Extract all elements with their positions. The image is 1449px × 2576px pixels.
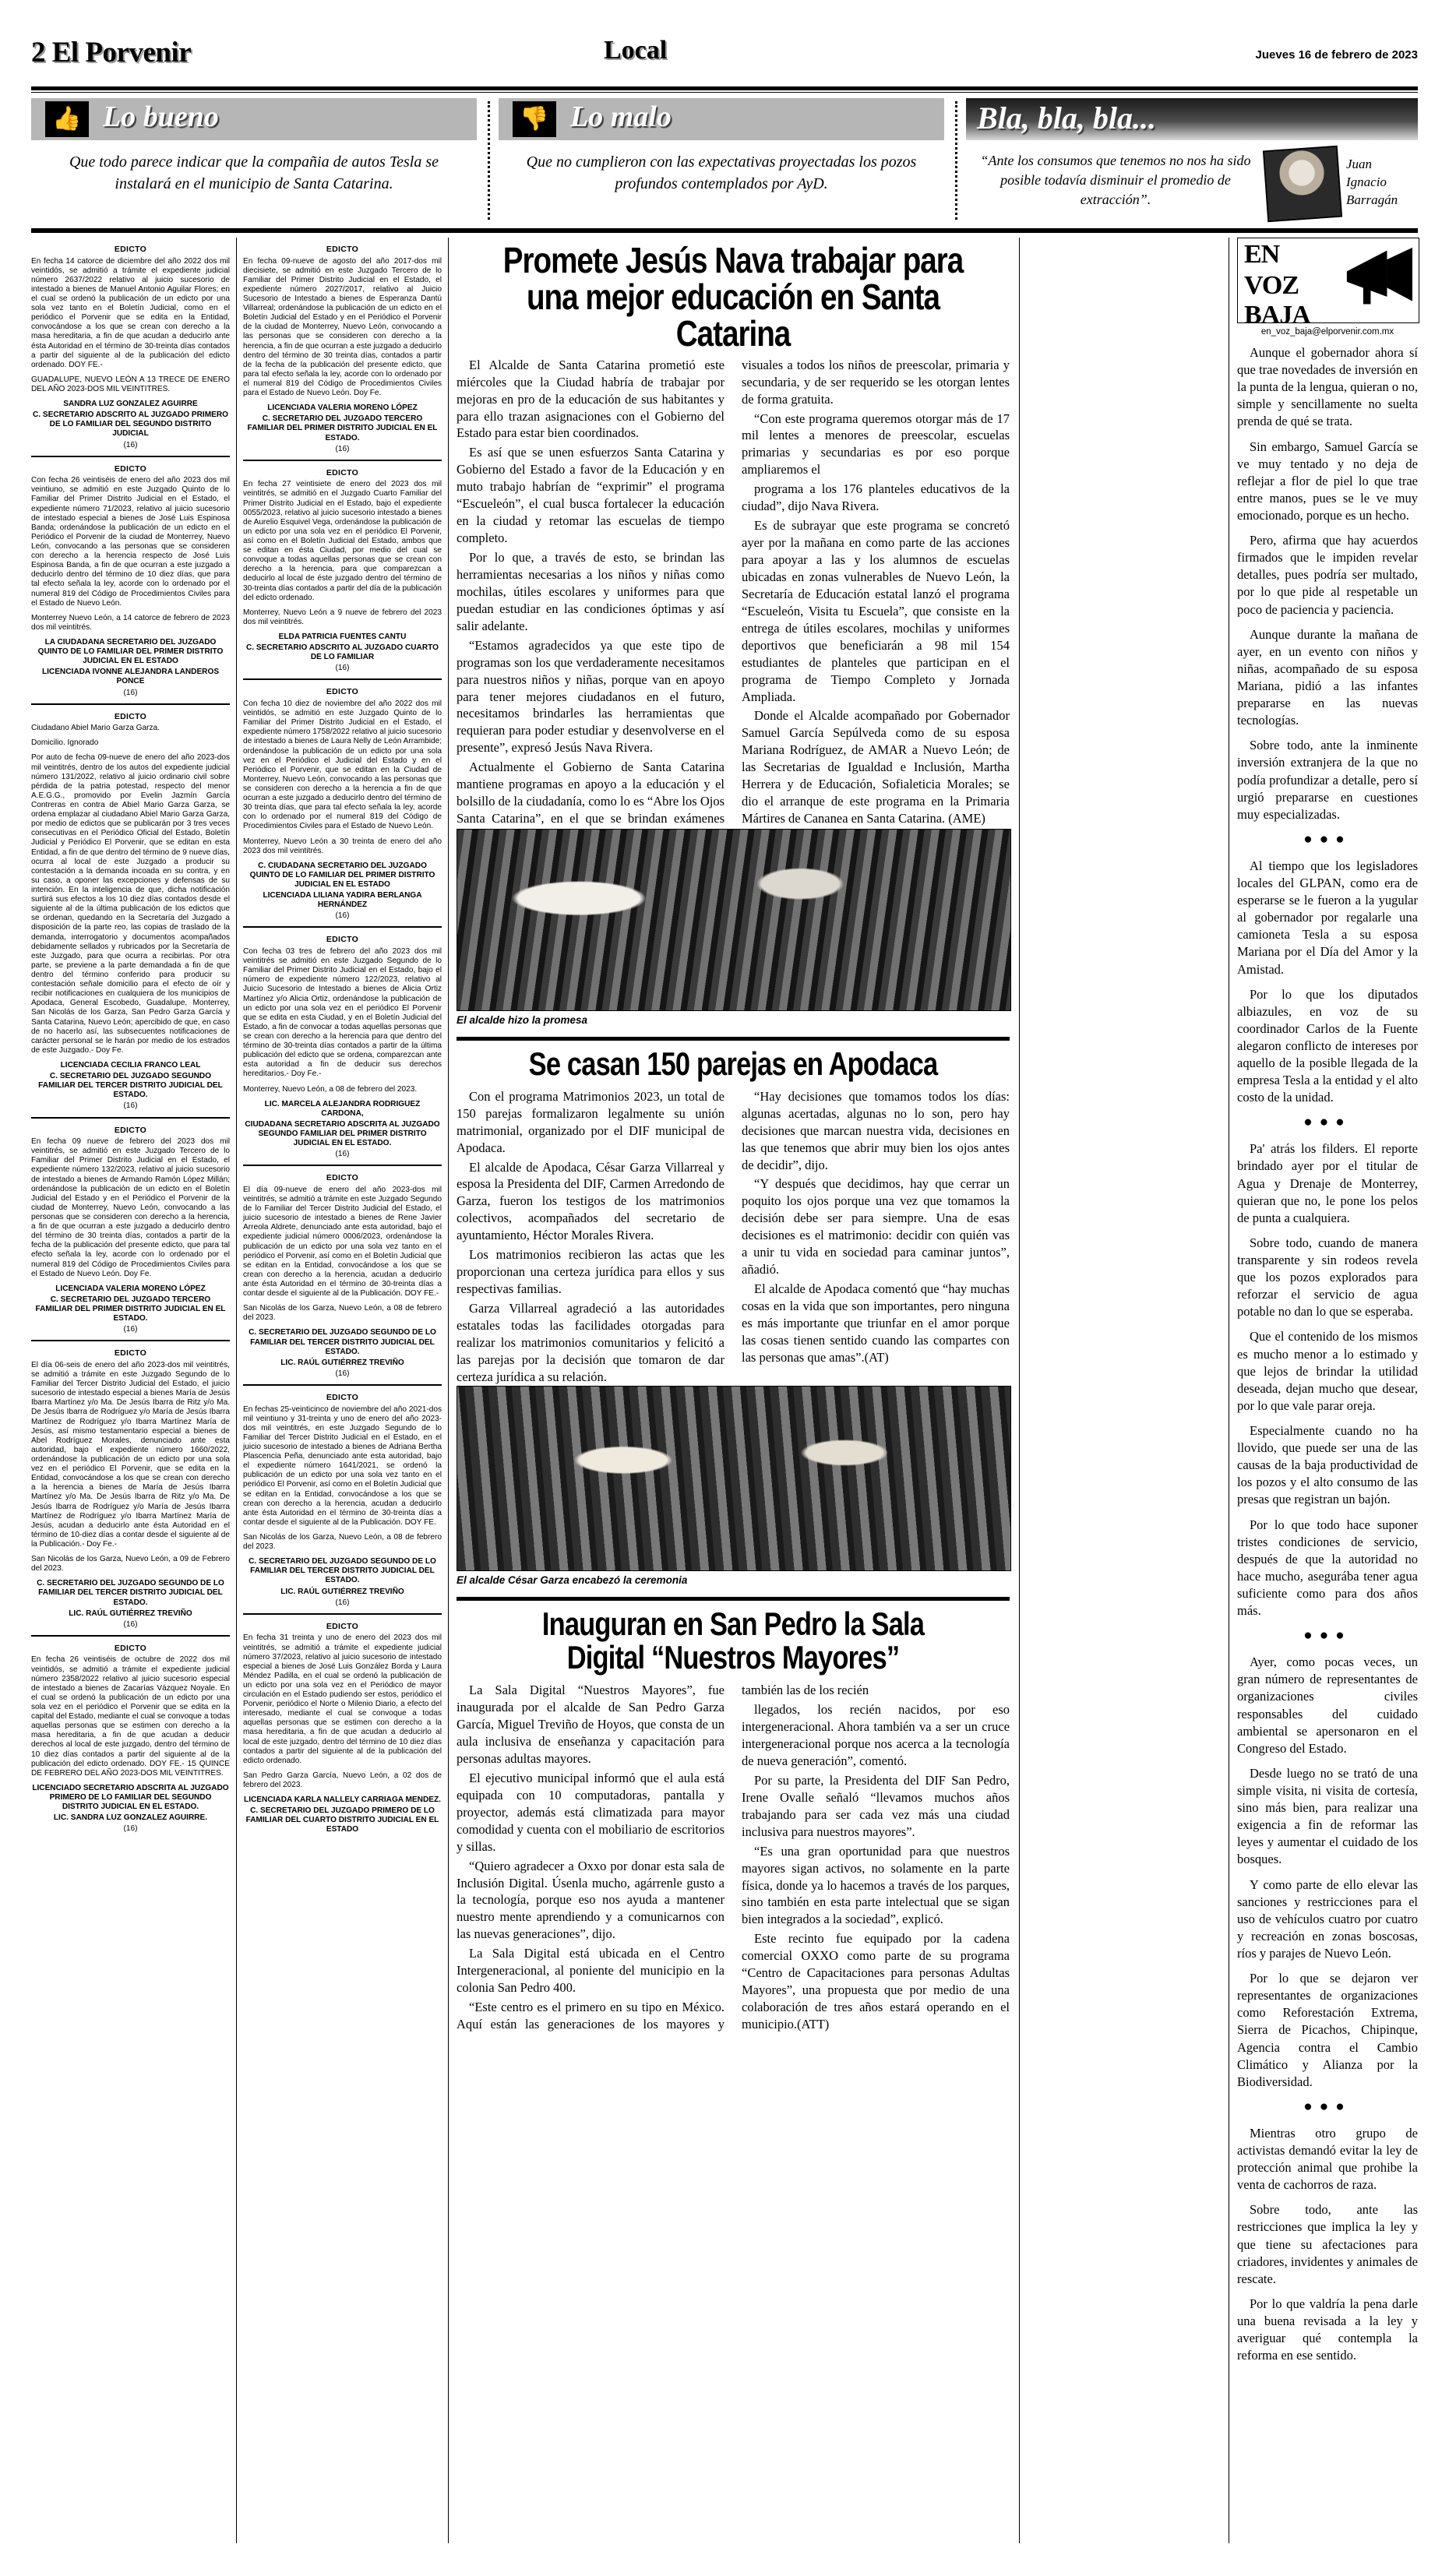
voz-title-baja: BAJA — [1244, 301, 1310, 323]
lo-malo-box — [499, 98, 944, 223]
article-2-caption: El alcalde César Garza encabezó la ceremonia — [457, 1573, 688, 1586]
article-2-rule — [457, 1037, 1010, 1041]
edict-paragraph: San Pedro Garza García, Nuevo León, a 02 dos de febrero del 2023. — [243, 1771, 442, 1790]
edict-paragraph: Monterrey, Nuevo León a 9 nueve de febrero del 2023 dos mil veintitrés. — [243, 608, 442, 626]
voz-paragraph: Ayer, como pocas veces, un gran número de representantes de organizaciones civiles responsables del cuidado ambiental se apersonaron en el Congreso del Estado. — [1237, 1654, 1418, 1756]
edict-divider — [31, 456, 230, 457]
editorial-center — [457, 238, 1010, 2034]
edict-paragraph: Ciudadano Abiel Mario Garza Garza. — [31, 724, 160, 733]
edict-paragraph: En fecha 09 nueve de febrero del 2023 dos mil veintitrés, se admitió en este Juzgado Tercero de lo Familiar del Primer Distrito Judicial en el Estado, el expediente número 132/2023, relativo al juicio sucesorio de intestado a bienes de Armando Ramón López Millán; ordenándose la publicación de un edicto en el Boletín Judicial del Estado y en el Periódico el Porvenir de la ciudad de Monterrey, Nuevo León, convocando a las personas que se consideren con derecho a la herencia, a fin de que ocurran a este juzgado a deducirlo dentro del término de 30 treinta días, contados a partir de la fecha de la publicación del presente edicto, que para tal efecto señala la ley, acorde con lo ordenado por el numeral 819 del Código de Procedimientos Civiles para el Estado de Nuevo León. Doy Fe. — [31, 1137, 230, 1278]
edict-title: EDICTO — [114, 463, 147, 474]
edict-paragraph: (16) — [123, 1824, 138, 1834]
article-3 — [457, 1597, 1010, 2035]
edict-paragraph: En fecha 14 catorce de diciembre del año 2022 dos mil veintidós, se admitió a trámite el expediente judicial número 2637/2022 relativo al juicio sucesorio de intestado a bienes de Manuel Antonio Aguilar Flores; en el cual se ordenó la publicación de un edicto por una sola vez tanto en el Boletín Judicial, como en el periódico el Porvenir que se edita en la Entidad, convocándose a los que se crean con derecho a la masa hereditaria, a fin de que acudan a deducirlo ante ésta Autoridad en el término de 30-treinta días contados a partir del siguiente al de la publicación del edicto ordenado. DOY FE.- — [31, 256, 230, 369]
edict-paragraph: LIC. RAÚL GUTIÉRREZ TREVIÑO — [280, 1358, 404, 1367]
article-paragraph: El alcalde de Apodaca, César Garza Villarreal y esposa la Presidenta del DIF, Carmen Arredondo de Garza, fueron los testigos de los matrimonios colectivos, acompañados del secretario de ayuntamiento, Héctor Morales Rivera. — [457, 1159, 724, 1243]
edict-divider — [243, 460, 442, 461]
bla-bla-banner — [966, 98, 1418, 140]
edict-paragraph: Monterrey Nuevo León, a 14 catorce de febrero de 2023 dos mil veintitrés. — [31, 613, 230, 632]
edict-title: EDICTO — [114, 1348, 147, 1358]
article-paragraph: Los matrimonios recibieron las actas que les proporcionan una certeza jurídica para ellos y sus respectivas familias. — [457, 1247, 724, 1297]
voz-baja-header — [1237, 238, 1419, 323]
edict-paragraph: En fechas 25-veinticinco de noviembre del año 2021-dos mil veintiuno y 31-treinta y uno de enero del año 2023-dos mil veintitrés, en este Juzgado Segundo de lo Familiar del Tercer Distrito Judicial en el Estado, en el juicio sucesorio de intestado a bienes de Adriana Bertha Plascencia Peña, denunciado ante esta autoridad, bajo el expediente número 1641/2021, se ordenó la publicación de un edicto por una sola vez tanto en el periódico El Porvenir, así como en el Boletín Judicial que se editan en la Entidad, convocándose a los que se crean con derecho a la herencia, acudan a deducirlo ante ésta Autoridad en el término de 30-treinta días a contar desde el siguiente al de la Publicación. DOY FE. — [243, 1404, 442, 1527]
article-paragraph: Con el programa Matrimonios 2023, un total de 150 parejas formalizaron legalmente su unión matrimonial, organizado por el DIF municipal de Apodaca. — [457, 1088, 724, 1155]
edict-paragraph: LIC. RAÚL GUTIÉRREZ TREVIÑO — [280, 1587, 404, 1596]
voz-paragraph: Sobre todo, ante las restricciones que implica la ley y que tiene su afectaciones para criadores, invidentes y animales de rescate. — [1237, 2202, 1418, 2286]
edict-divider — [243, 926, 442, 928]
edict-paragraph: C. SECRETARIO DEL JUZGADO SEGUNDO DE LO FAMILIAR DEL TERCER DISTRITO JUDICIAL DEL ESTADO. — [37, 1579, 224, 1607]
edict-divider — [31, 703, 230, 705]
page-folio: 2 El Porvenir — [31, 37, 192, 69]
edicts-column-1 — [31, 238, 230, 1839]
lo-malo-banner — [499, 98, 944, 140]
article-paragraph: “Estamos agradecidos ya que este tipo de programas son los que verdaderamente necesitamos para nuestros niños y niñas, porque van en apoyo para tener mejores ciudadanos en el futuro, necesitamos brindarles las herramientas que requieran para poder estudiar y desenvolverse en el presente”, expresó Jesús Nava Rivera. — [457, 637, 724, 756]
edict-title: EDICTO — [326, 935, 359, 945]
voz-baja-body — [1237, 344, 1418, 2364]
article-paragraph: Es así que se unen esfuerzos Santa Catarina y Gobierno del Estado a favor de la Educación y en muto trabajo habrían de “exprimir” el programa “Escueleón”, el cual busca fortalecer la educación en la ciudad y retomar las escuelas de tiempo completo. — [457, 445, 724, 546]
edict-paragraph: El día 06-seis de enero del año 2023-dos mil veintitrés, se admitió a trámite en este Juzgado Segundo de lo Familiar del Tercer Distrito Judicial del Estado, el juicio sucesorio de intestado especial a bienes María de Jesús Ibarra Martínez y/o Ma. De Jesús Ibarra de Ritz y/o Ma. De Jesús Ibarra de Rodríguez y/o María de Jesús Ibarra Martínez de Rodríguez y/o Ibarra Martínez María de Jesús, así mismo testamentario especial a bienes de Abel Rodríguez Morales, denunciado ante esta autoridad, bajo el expediente número 1660/2022, ordenándose la publicación de un edicto por una sola vez en el periódico El Porvenir, que se edita en la Entidad, convocándose a los que se crean con derecho a la herencia a bienes de María de Jesús Ibarra Martínez y/o Ma. De Jesús Ibarra de Ritz y/o Ma. De Jesús Ibarra de Rodríguez y/o María de Jesús Ibarra Martínez de Rodríguez y/o Ibarra Martínez María de Jesús, acudan a deducirlo ante ésta Autoridad en el término de 10-diez días a contar desde el siguiente al de la Publicación.- Doy Fe.- — [31, 1360, 230, 1549]
edict-paragraph: LIC. MARCELA ALEJANDRA RODRIGUEZ CARDONA, — [264, 1099, 421, 1118]
section-dots-separator: ●●● — [1303, 1114, 1352, 1131]
edict-title: EDICTO — [326, 467, 359, 477]
article-paragraph: “Con este programa queremos otorgar más de 17 mil lentes a menores de preescolar, escuelas primarias y secundarias es por eso porque ampliaremos el — [742, 411, 1010, 477]
lo-bueno-banner — [31, 98, 477, 140]
edict-paragraph: LIC. RAÚL GUTIÉRREZ TREVIÑO — [69, 1609, 192, 1618]
edict-paragraph: CIUDADANA SECRETARIO ADSCRITA AL JUZGADO SEGUNDO FAMILIAR DEL PRIMER DISTRITO JUDICIAL EN EL ESTADO. — [245, 1119, 440, 1148]
article-3-headline: Inauguran en San Pedro la Sala Digital “Nuestros Mayores” — [541, 1605, 925, 1676]
article-paragraph: Donde el Alcalde acompañado por Gobernador Samuel García Sepúlveda como de su esposa Mariana Rodríguez, de AMAR a Nuevo León; de las Secretarias de Igualdad e Inclusión, Martha Herrera y de Educación, Sofialeticia Morales; se dio el arranque de este programa en la Primaria Mártires de Cananea en Santa Catarina. (AME) — [742, 708, 1010, 826]
masthead-rule-thin — [31, 92, 1418, 93]
edict-paragraph: LICENCIADA VALERIA MORENO LÓPEZ — [267, 403, 418, 413]
voz-paragraph: Pero, afirma que hay acuerdos firmados que le impiden revelar detalles, pues podría ser multado, por lo que pide al respetable un poco de paciencia y paciencia. — [1237, 533, 1418, 617]
article-1-headline: Promete Jesús Nava trabajar para una mejor educación en Santa Catarina — [502, 240, 964, 354]
voz-paragraph: Pa' atrás los filders. El reporte brindado ayer por el titular de Agua y Drenaje de Monterrey, quieran que no, le pone los pelos de punta a cualquiera. — [1237, 1141, 1418, 1225]
publication-date: Jueves 16 de febrero de 2023 — [1255, 48, 1418, 62]
bla-quote-wrap — [966, 148, 1418, 220]
column-rule-1 — [236, 238, 237, 2543]
lo-bueno-text: Que todo parece indicar que la compañia de autos Tesla se instalará en el municipio de Santa Catarina. — [69, 153, 439, 193]
article-paragraph: “Este centro es el primero en su tipo en México. Aquí están las generaciones de los mayores y también las de los recién — [457, 1683, 869, 2032]
edict-paragraph: San Nicolás de los Garza, Nuevo León, a 08 de febrero del 2023. — [243, 1304, 442, 1323]
article-paragraph: Por lo que, a través de esto, se brindan las herramientas necesarias a los niños y niñas como mochilas, útiles escolares y uniformes para que puedan estudiar en las condiciones óptimas y así salir adelante. — [457, 550, 724, 633]
masthead — [31, 36, 1418, 84]
article-paragraph: programa a los 176 planteles educativos de la ciudad”, dijo Nava Rivera. — [742, 481, 1010, 514]
edict-paragraph: San Nicolás de los Garza, Nuevo León, a 08 de febrero del 2023. — [243, 1533, 442, 1552]
article-3-rule — [457, 1597, 1010, 1601]
voz-paragraph: Y como parte de ello elevar las sanciones y restricciones para el uso de vehículos cuatro por cuatro y recreación en zonas boscosas, ríos y parajes de Nuevo León. — [1237, 1876, 1418, 1961]
edict-title: EDICTO — [326, 1173, 359, 1183]
bla-quote: “Ante los consumos que tenemos no nos ha sido posible todavía disminuir el promedio de extracción”. — [980, 153, 1251, 207]
column-rule-3 — [1019, 238, 1020, 2543]
edict-title: EDICTO — [114, 711, 147, 721]
edict-paragraph: (16) — [123, 1619, 138, 1629]
section-dots-separator: ●●● — [1303, 1627, 1352, 1644]
edict-title: EDICTO — [326, 245, 359, 254]
edict-paragraph: LICENCIADA KARLA NALLELY CARRIAGA MENDEZ. — [244, 1795, 441, 1805]
article-paragraph: La Sala Digital “Nuestros Mayores”, fue inaugurada por el alcalde de San Pedro Garza García, Miguel Treviño de Hoyos, que consta de un aula inclusiva de enseñanza y capacitación para personas adultas mayores. — [457, 1683, 724, 1766]
article-paragraph: llegados, los recién nacidos, por eso intergeneracional. Ahora también va a ser un cruce intergeneracional porque nos acerca a la tecnología de nueva generación”, comentó. — [742, 1702, 1010, 1768]
article-paragraph: “Quiero agradecer a Oxxo por donar esta sala de Inclusión Digital. Úsenla mucho, agárrenle gusto a la tecnología, porque eso nos ayuda a mantener nuestro mente aprendiendo y a comunicarnos con las nuevas generaciones”, dijo. — [457, 1858, 724, 1942]
lo-bueno-title: Lo bueno — [103, 100, 219, 133]
voz-baja-email: en_voz_baja@elporvenir.com.mx — [1260, 327, 1394, 337]
edict-divider — [31, 1340, 230, 1341]
edict-paragraph: C. CIUDADANA SECRETARIO DEL JUZGADO QUINTO DE LO FAMILIAR DEL PRIMER DISTRITO JUDICIAL EN EL ESTADO — [249, 861, 435, 890]
voz-paragraph: Mientras otro grupo de activistas demandó evitar la ley de protección animal que prohibe la venta de cachorros de raza. — [1237, 2125, 1418, 2193]
edict-paragraph: C. SECRETARIO DEL JUZGADO SEGUNDO FAMILIAR DEL TERCER DISTRITO JUDICIAL DEL ESTADO. — [38, 1072, 223, 1100]
article-paragraph: El Alcalde de Santa Catarina prometió este miércoles que la Ciudad habría de trabajar por mejoras en pro de la educación de sus habitantes y para ello trazan asignaciones con el Gobierno del Estado para estar bien coordinados. — [457, 357, 724, 441]
edict-paragraph: En fecha 26 veintiséis de octubre de 2022 dos mil veintidós, se admitió a trámite el expediente judicial número 2358/2022 relativo al juicio sucesorio especial de intestado a bienes de Zacarías Vázquez Noyale. En el cual se ordenó la publicación de un edicto por una sola vez en el periódico el Porvenir que se edita en la capital del Estado, mediante el cual se convoque a todas aquellas personas que se estimen con derecho a la masa hereditaria, a fin de que acudan a deducir derechos al local de este juzgado, dentro del término de 10 diez días contados a partir del siguiente al de la publicación del edicto ordenado. DOY FE.- 15 QUINCE DE FEBRERO DEL AÑO 2023-DOS MIL VEINTITRES. — [31, 1655, 230, 1778]
bla-bold: Bla — [977, 100, 1022, 136]
section-dots-separator: ●●● — [1303, 830, 1352, 848]
edict-paragraph: Monterrey, Nuevo León, a 08 de febrero del 2023. — [243, 1084, 418, 1094]
lo-malo-title: Lo malo — [570, 100, 672, 133]
megaphone-icon — [1341, 245, 1416, 312]
edict-paragraph: (16) — [335, 444, 350, 453]
voz-baja-column — [1237, 238, 1418, 2372]
edict-paragraph: (16) — [123, 1325, 138, 1334]
article-paragraph: Por su parte, la Presidenta del DIF San Pedro, Irene Ovalle señaló “llevamos muchos años trabajando para ser cada vez más una ciudad inclusiva para nuestros mayores”. — [742, 1772, 1010, 1839]
voz-paragraph: Por lo que todo hace suponer tristes condiciones de servicio, después de que la autoridad no hace mucho, asegurába tener agua suficiente como para dos años más. — [1237, 1517, 1418, 1619]
voz-paragraph: Al tiempo que los legisladores locales del GLPAN, como era de esperarse se le fueron a la yugular al gobernador por regalarle una camioneta Tesla a su esposa Mariana por el Día del Amor y la Amistad. — [1237, 858, 1418, 977]
edict-title: EDICTO — [326, 687, 359, 697]
voz-paragraph: Sin embargo, Samuel García se ve muy tentado y no deja de reflejar a flor de piel lo que trae entre manos, pues se le ve muy emocionado, porque es un hecho. — [1237, 439, 1418, 523]
voz-paragraph: Aunque durante la mañana de ayer, en un evento con niños y niñas, acompañado de su esposa Mariana, pidió a las infantes prepararse en las nuevas tecnologías. — [1237, 626, 1418, 728]
bla-bla-title — [977, 100, 1156, 136]
voz-paragraph: Desde luego no se trató de una simple visita, ni visita de cortesía, sino más bien, para realizar una exigencia a fin de reformar las leyes y aumentar el cuidado de los bosques. — [1237, 1765, 1418, 1867]
author-name: Juan Ignacio Barragán — [1346, 157, 1398, 207]
article-2-body — [457, 1088, 1010, 1386]
section-title: Local — [604, 36, 668, 65]
edict-paragraph: ELDA PATRICIA FUENTES CANTU — [278, 633, 407, 642]
voz-paragraph: Por lo que los diputados albiazules, en voz de su coordinador Carlos de la Fuente alegaron conflicto de intereses por aquello de la posible llegada de la empresa Tesla a la entidad y el alto costo de la unidad. — [1237, 986, 1418, 1105]
article-paragraph: “Es una gran oportunidad para que nuestros mayores sigan activos, no solamente en la parte física, donde ya lo hacemos a través de los parques, sino también en esta parte intelectual que se sigan bien integrados a la sociedad”, explicó. — [742, 1843, 1010, 1927]
voz-paragraph: Sobre todo, cuando de manera transparente y sin rodeos revela que los pozos explorados para reforzar el servicio de agua potable no dan lo que se esperaba. — [1237, 1235, 1418, 1320]
edict-title: EDICTO — [114, 1125, 147, 1135]
article-1-body-upper — [457, 357, 1010, 829]
lo-malo-text: Que no cumplieron con las expectativas proyectadas los pozos profundos contemplados por AyD. — [526, 153, 917, 193]
edict-divider — [31, 1635, 230, 1637]
edict-paragraph: Con fecha 26 veintiséis de enero del año 2023 dos mil veintiuno, se admitió en este Juzgado Quinto de lo Familiar del Primer Distrito Judicial en el Estado, el expediente número 71/2023, relativo al juicio sucesorio de intestado especial a bienes de José Luis Espinosa Banda; ordenándose la publicación de un edicto en el Periódico el Porvenir de la ciudad de Monterrey, Nuevo León, convocando a las personas que se consideren con derecho a la herencia respecto de José Luis Espinosa Banda, a fin de que ocurran a este juzgado a deducirlo dentro del término de 10 diez días, que para tal efecto señala la ley, acorde con lo ordenado por el numeral 819 del Código de Procedimientos Civiles para el Estado de Nuevo León. — [31, 476, 230, 608]
edict-paragraph: C. SECRETARIO DEL JUZGADO PRIMERO DE LO FAMILIAR DEL CUARTO DISTRITO JUDICIAL EN EL ESTADO — [245, 1806, 439, 1834]
edict-paragraph: C. SECRETARIO ADSCRITO AL JUZGADO PRIMERO DE LO FAMILIAR DEL SEGUNDO DISTRITO JUDICIAL — [32, 411, 229, 439]
edict-title: EDICTO — [326, 1621, 359, 1631]
edict-paragraph: LICENCIADA LILIANA YADIRA BERLANGA HERNÁNDEZ — [263, 891, 422, 910]
article-paragraph: La Sala Digital está ubicada en el Centro Intergeneracional, al poniente del municipio en la colonia San Pedro 400. — [457, 1946, 724, 1996]
edict-paragraph: (16) — [335, 1598, 350, 1607]
article-2-photo — [457, 1386, 1011, 1571]
edict-paragraph: LIC. SANDRA LUZ GONZALEZ AGUIRRE. — [53, 1813, 208, 1823]
edict-title: EDICTO — [114, 245, 147, 254]
edict-paragraph: C. SECRETARIO DEL JUZGADO SEGUNDO DE LO FAMILIAR DEL TERCER DISTRITO JUDICIAL DEL ESTADO. — [249, 1557, 436, 1585]
edict-title: EDICTO — [114, 1643, 147, 1653]
article-1-photo — [457, 829, 1011, 1011]
edict-paragraph: Por auto de fecha 09-nueve de enero del año 2023-dos mil veintitrés, dentro de los autos del expediente judicial número 131/2022, relativo al juicio ordinario civil sobre pérdida de la patria potestad, respecto del menor A.E.G.G., promovido por Evelin Jazmín García Contreras en contra de Abiel Mario Garza Garza, se ordena emplazar al ciudadano Abiel Mario Garza Garza, por medio de edictos que se publicarán por 3 tres veces consecutivas en el Periódico Oficial del Estado, Boletín Judicial y Periódico El Porvenir, que se editan en esta Entidad, a fin de que dentro del término de 9 nueve días, ocurra al local de este Juzgado a producir su contestación a la demanda incoada en su contra, y en su caso, a oponer las excepciones y defensas de su intención. En la inteligencia de que, dicha notificación surtirá sus efectos a los 10 diez días contados desde el siguiente al de la última publicación de los edictos que se ordenan, quedando en la Secretaría del Juzgado a disposición de la parte reo, las copias de traslado de la demanda, interrogatorio y documentos acompañados debidamente sellados y rubricados por la Secretaría de este Juzgado, para que ocurra a recibirlas. Por otra parte, se previene a la parte demandada a fin de que dentro del término conferido para producir su contestación señale domicilio para el efecto de oír y recibir notificaciones en cualquiera de los municipios de Apodaca, General Escobedo, Guadalupe, Monterrey, San Nicolás de los Garza, San Pedro Garza García y Santa Catarina, Nuevo León; apercibido de que, en caso de no hacerlo así, las subsecuentes notificaciones de carácter personal se le harán por medio de los estrados de este Juzgado.- Doy Fe. — [31, 753, 230, 1055]
edicts-column-2 — [243, 238, 442, 1837]
strip-bottom-rule — [31, 228, 1418, 233]
opinion-divider-2 — [955, 101, 957, 220]
article-paragraph: “Hay decisiones que tomamos todos los días: algunas acertadas, algunas no lo son, pero hay decisiones que marcan nuestra vida, decisiones en las que tenemos que abrir muy bien los ojos antes de decidir”, dijo. — [742, 1088, 1010, 1172]
bla-rest: , bla, bla... — [1021, 100, 1157, 136]
voz-title-voz: VOZ — [1244, 271, 1299, 300]
voz-paragraph: Que el contenido de los mismos es mucho menor a lo estimado y que lejos de brindar la utilidad deseada, dejan mucho que desear, por lo que vale parar oreja. — [1237, 1329, 1418, 1413]
edict-paragraph: C. SECRETARIO DEL JUZGADO TERCERO FAMILIAR DEL PRIMER DISTRITO JUDICIAL EN EL ESTADO. — [35, 1295, 226, 1323]
article-paragraph: El ejecutivo municipal informó que el aula está equipada con 10 computadoras, pantalla y proyector, además está climatizada para mayor comodidad y cuenta con el mobiliario de escritorios y sillas. — [457, 1770, 724, 1854]
article-paragraph: “Y después que decidimos, hay que cerrar un poquito los ojos porque una vez que tomamos la decisión debe ser para siempre. Una de esas decisiones es el matrimonio: decidir con quién vas a unir tu vida en sociedad para caminar juntos”, añadió. — [742, 1176, 1010, 1277]
edict-divider — [243, 1613, 442, 1615]
edict-divider — [243, 1165, 442, 1166]
lo-bueno-box — [31, 98, 477, 223]
voz-paragraph: Por lo que se dejaron ver representantes de organizaciones como Reforestación Extrema, Sierra de Picachos, Chipinque, Agencia contra el Cambio Climático y Alianza por la Biodiversidad. — [1237, 1971, 1418, 2089]
edict-paragraph: (16) — [123, 688, 138, 697]
article-2-headline: Se casan 150 parejas en Apodaca — [528, 1045, 938, 1082]
thumbs-up-icon: 👍 — [45, 101, 89, 137]
edict-paragraph: LICENCIADA VALERIA MORENO LÓPEZ — [55, 1284, 206, 1293]
voz-title-line1: EN — [1244, 240, 1280, 269]
article-paragraph: Este recinto fue equipado por la cadena comercial OXXO como parte de su programa “Centro de Capacitaciones para personas Adultas Mayores”, una propuesta que por medio de una colaboración de tres años estará operando en el municipio.(ATT) — [742, 1931, 1010, 2032]
author-photo — [1263, 146, 1342, 222]
edict-paragraph: Domicilio. Ignorado — [31, 738, 99, 748]
article-2 — [457, 1037, 1010, 1586]
thumbs-down-icon: 👎 — [513, 101, 556, 137]
edict-divider — [31, 1117, 230, 1119]
edict-paragraph: (16) — [123, 440, 138, 449]
edict-paragraph: Con fecha 10 diez de noviembre del año 2022 dos mil veintidós, se admitió en este Juzgado Quinto de lo Familiar del Primer Distrito Judicial en el Estado, el expediente número 1758/2022 relativo al juicio sucesorio de intestado a bienes de Laura Nelly de León Arrambide; ordenándose la publicación de un edicto por una sola vez en el Periódico el Judicial del Estado y en el Periódico el Porvenir, que se editan en la Ciudad de Monterrey, Nuevo León, convocando a las personas que se consideren con derecho a la herencia a fin de que ocurran a este juzgado a deducirlo dentro del término de 30 treinta días, que para tal efecto señala la ley, acorde con lo ordenado por el numeral 819 del Código de Procedimientos Civiles para el Estado de Nuevo León. — [243, 700, 442, 831]
edict-paragraph: C. SECRETARIO ADSCRITO AL JUZGADO CUARTO DE LO FAMILIAR — [246, 643, 439, 662]
content-grid — [31, 238, 1418, 2543]
column-rule-2 — [448, 238, 449, 2543]
edict-paragraph: Con fecha 03 tres de febrero del año 2023 dos mil veintitrés se admitió en este Juzgado Segundo de lo Familiar del Primer Distrito Judicial en el Estado, bajo el número de expediente número 122/2023, relativo al Juicio Sucesorio de Intestado a bienes de Alicia Ortiz Martínez y/o Alicia Ortiz, ordenándose la publicación de un edicto por una sola vez en el periódico El Porvenir que se edita en esta Ciudad, y en el Boletín Judicial del Estado, a fin de convocar a todas aquellas personas que se crean con derecho a la herencia para que dentro del término de 30-treinta días contados a partir de la última publicación del edicto que se ordena, comparezcan ante esta autoridad a fin de deducir sus derechos hereditarios.- Doy Fe.- — [243, 947, 442, 1079]
edict-paragraph: (16) — [335, 1150, 350, 1159]
edict-title: EDICTO — [326, 1393, 359, 1403]
bla-bla-box — [966, 98, 1418, 223]
edict-paragraph: GUADALUPE, NUEVO LEÓN A 13 TRECE DE ENERO DEL AÑO 2023-DOS MIL VEINTITRES. — [31, 375, 230, 394]
edict-paragraph: En fecha 09-nueve de agosto del año 2017-dos mil diecisiete, se admitió en este Juzgado Tercero de lo Familiar del Primer Distrito Judicial en el Estado, el expediente número 2027/2017, relativo al Juicio Sucesorio de Intestado a bienes de Esperanza Dantú Villarreal; ordenándose la publicación de un edicto en el Boletín Judicial del Estado y en el Periódico el Porvenir de la ciudad de Monterrey, Nuevo León, convocando a las personas que se consideren con derecho a la herencia, a fin de que ocurran a este juzgado a deducirlo dentro del término de 30 treinta días, contados a partir de la fecha de la publicación del presente edicto, que para tal efecto señala la ley, acorde con lo ordenado por el numeral 819 del Código de Procedimientos Civiles para el Estado de Nuevo León. Doy Fe. — [243, 256, 442, 398]
edict-paragraph: LICENCIADA CECILIA FRANCO LEAL — [60, 1060, 201, 1070]
section-dots-separator: ●●● — [1303, 2098, 1352, 2115]
article-1-caption: El alcalde hizo la promesa — [457, 1013, 588, 1026]
edict-divider — [243, 678, 442, 680]
article-paragraph: Es de subrayar que este programa se concretó ayer por la mañana en como parte de las acciones para apoyar a las y los alumnos de escuelas ubicadas en zonas vulnerables de Nuevo León, la Secretaría de Educación estatal lanzó el programa “Escueleón, Visita tu Escuela”, que consiste en la entrega de útiles escolares, mochilas y uniformes deportivos que beneficiarán a 98 mil 154 estudiantes de planteles que participan en el programa de Tiempo Completo y Jornada Ampliada. — [742, 518, 1010, 704]
edict-paragraph: LICENCIADO SECRETARIO ADSCRITA AL JUZGADO PRIMERO DE LO FAMILIAR DEL SEGUNDO DISTRITO JUDICIAL EN EL ESTADO. — [32, 1783, 229, 1812]
edict-paragraph: (16) — [335, 664, 350, 673]
edict-divider — [243, 1384, 442, 1386]
voz-paragraph: Especialmente cuando no ha llovido, que puede ser una de las causas de la baja productividad de los pozos y el alto consumo de las presas que registran un bajón. — [1237, 1423, 1418, 1507]
article-1 — [457, 242, 1010, 1026]
edict-paragraph: San Nicolás de los Garza, Nuevo León, a 09 de Febrero del 2023. — [31, 1555, 230, 1573]
voz-paragraph: Por lo que valdría la pena darle una buena revisada a la ley y averiguar qué contempla la reforma en ese sentido. — [1237, 2296, 1418, 2363]
edict-paragraph: El día 09-nueve de enero del año 2023-dos mil veintitrés, se admitió a trámite en este Juzgado Segundo de lo Familiar del Tercer Distrito Judicial del Estado, el juicio sucesorio de intestado a bienes de Rene Javier Arreola Aldrete, denunciado ante esta autoridad, bajo el expediente judicial número 0006/2023, ordenándose la publicación de un edicto por una sola vez tanto en el periódico el Porvenir, así como en el Boletín Judicial que se editan en la Entidad, convocándose a los que se crean con derecho a la herencia, acudan a deducirlo ante ésta Autoridad en el término de 30-treinta días a contar desde el siguiente al de la Publicación. DOY FE.- — [243, 1185, 442, 1299]
edict-paragraph: LICENCIADA IVONNE ALEJANDRA LANDEROS PONCE — [41, 668, 220, 686]
article-paragraph: Actualmente el Gobierno de Santa Catarina mantiene programas en apoyo a la educación y el bolsillo de la ciudadanía, como lo es “Abre los Ojos Santa Catarina”, en el que se brindan exámenes visuales a todos los niños de preescolar, primaria y secundaria, y de ser requerido se les otorgan lentes de forma gratuita. — [457, 357, 1010, 826]
voz-paragraph: Sobre todo, ante la inminente inversión extranjera de la que no podía profundizar a detalle, pero sí urgió prepararse en cuestiones muy especializadas. — [1237, 738, 1418, 822]
edict-paragraph: (16) — [335, 911, 350, 921]
voz-paragraph: Aunque el gobernador ahora sí que trae novedades de inversión en la punta de la lengua, quieran o no, simple y sencillamente no suelta prenda de qué se trata. — [1237, 345, 1418, 429]
edict-paragraph: Monterrey, Nuevo León a 30 treinta de enero del año 2023 dos mil veintitrés. — [243, 837, 442, 855]
edict-paragraph: SANDRA LUZ GONZALEZ AGUIRRE — [63, 400, 198, 409]
edict-paragraph: C. SECRETARIO DEL JUZGADO TERCERO FAMILIAR DEL PRIMER DISTRITO JUDICIAL EN EL ESTADO. — [247, 414, 438, 442]
voz-title-line2 — [1244, 271, 1310, 323]
edict-paragraph: LA CIUDADANA SECRETARIO DEL JUZGADO QUINTO DE LO FAMILIAR DEL PRIMER DISTRITO JUDICIAL EN EL ESTADO — [37, 638, 224, 666]
article-3-body — [457, 1682, 1010, 2034]
edict-paragraph: En fecha 31 treinta y uno de enero del 2023 dos mil veintitrés, se admitió a trámite el expediente judicial número 37/2023, relativo al juicio sucesorio de intestado especial a bienes de José Luis González Borda y Laura Méndez Padilla, en el cual se ordenó la publicación de un edicto por una sola vez en el Periódico de mayor circulación en el Estado pudiendo ser estos, periódico el Porvenir, periódico el Norte o Milenio Diario, a efecto del interesado, mediante el cual se convoque a todas aquellas personas que se estimen con derecho a la masa hereditaria, a fin de que acudan a deducirlo al local de este juzgado, dentro del término de 10 diez días contados a partir del siguiente al de la publicación del edicto ordenado. — [243, 1633, 442, 1765]
edict-paragraph: (16) — [335, 1369, 350, 1378]
edict-paragraph: (16) — [123, 1101, 138, 1111]
edict-paragraph: C. SECRETARIO DEL JUZGADO SEGUNDO DE LO FAMILIAR DEL TERCER DISTRITO JUDICIAL DEL ESTADO. — [249, 1328, 436, 1356]
opinion-divider-1 — [488, 101, 490, 220]
article-paragraph: Garza Villarreal agradeció a las autoridades estatales todas las facilidades otorgadas para realizar los matrimonios comunitarios y felicitó a las parejas por la decisión que tomaron de dar certeza jurídica a su relación. — [457, 1301, 724, 1384]
edict-paragraph: En fecha 27 veintisiete de enero del 2023 dos mil veintitrés, se admitió en el Juzgado Cuarto Familiar del Primer Distrito Judicial en el Estado, bajo el expediente 0055/2023, relativo al juicio sucesorio intestado a bienes de Aurelio Esquivel Vega, ordenándose la publicación de un edicto por una sola vez en el periódico El Porvenir, así como en el Boletín Judicial del Estado, ambos que se editan en ésta Ciudad, por medio del cual se convoque a todas aquellas personas que se crean con derecho a la herencia, para que comparezcan a deducirlo al local de éste juzgado dentro del término de 30-treinta días contados a partir del día de la publicación del edicto ordenado. — [243, 480, 442, 602]
opinion-strip — [31, 98, 1418, 223]
article-paragraph: El alcalde de Apodaca comentó que “hay muchas cosas en la vida que son importantes, pero ninguna es más importante que triunfar en el amor porque las cosas tienen sentido cuando las compartes con las personas que amas”.(AT) — [742, 1281, 1010, 1365]
masthead-rule — [31, 86, 1418, 90]
